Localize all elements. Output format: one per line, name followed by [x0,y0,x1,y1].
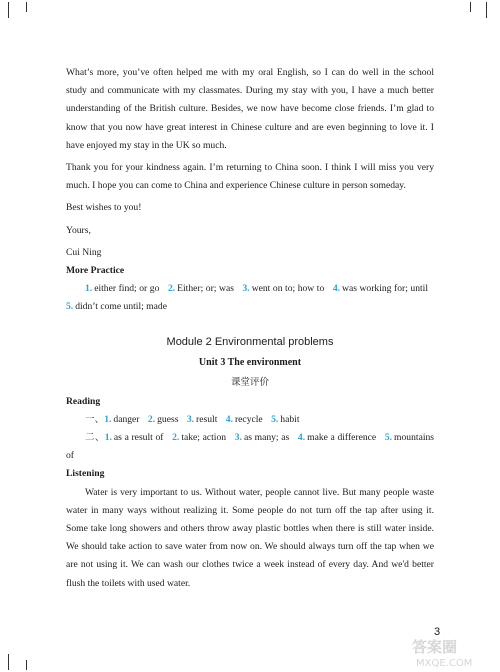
answer-number: 1. [85,283,93,295]
answer-number: 2. [147,413,156,425]
reading-part1 [66,411,434,429]
watermark-logo [408,634,498,670]
answer-text: make a difference [307,432,377,444]
part-label: 一、 [85,413,105,425]
page-number: 3 [434,626,441,638]
answer-number: 3. [242,283,250,295]
answer-text: was working for; until [342,283,428,295]
answer-text: as many; as [243,432,290,444]
answer-text: went on to; how to [251,283,325,295]
section-title: 课堂评价 [230,376,269,388]
answer-text: didn’t come until; made [75,301,167,313]
svg-text:答案圈: 答案圈 [412,638,458,656]
answer-number: 2. [172,432,180,444]
page-content [66,64,434,593]
answer-number: 5. [66,301,74,313]
letter-wishes: Best wishes to you! [66,202,142,214]
answer-number: 1. [104,413,112,425]
answer-text: habit [280,413,300,425]
crop-mark [8,654,9,670]
answer-number: 4. [332,283,341,295]
answer-text: recycle [234,413,263,425]
letter-paragraph: What’s more, you’ve often helped me with my oral English, so I can do well in the school study and communicate with my classmates. During my stay with you, I have a much better understanding of the British culture. Besides, we now have become close friends. I’m glad to know that you now have great interest in Chinese culture and are even beginning to love it. I have enjoyed my stay in the UK so much. [66,67,434,151]
answer-text: guess [157,413,179,425]
module-title: Module 2 Environmental problems [166,335,334,348]
part-label: 二、 [85,432,105,444]
answer-number: 4. [225,413,233,425]
answer-text: danger [113,413,140,425]
reading-part2 [66,429,434,465]
answer-number: 2. [167,283,176,295]
answer-number: 3. [186,413,195,425]
answer-number: 4. [297,432,306,444]
unit-title: Unit 3 The environment [198,356,302,368]
answer-text: Either; or; was [177,283,234,295]
crop-mark [470,2,471,12]
answer-number: 5. [271,413,279,425]
crop-mark [486,2,487,18]
answer-number: 3. [234,432,242,444]
listening-text: Water is very important to us. Without water, people cannot live. But many people waste water in many ways without realizing it. Some people do not turn off the tap after using it. Some take long showers and others throw away plastic bottles when there is still water inside. We should take action to save water from now on. We should always turn off the tap when we are not using it. We can wash our clothes twice a week instead of every day. And we'd better flush the toilets with used water. [66,486,434,589]
more-practice-heading: More Practice [66,265,125,277]
letter-paragraph: Thank you for your kindness again. I’m returning to China soon. I think I will miss you very much. I hope you can come to China and experience Chinese culture in person someday. [66,162,434,192]
answer-text: as a result of [113,432,164,444]
listening-heading: Listening [66,468,105,480]
svg-text:MXQE.COM: MXQE.COM [416,658,473,669]
reading-heading: Reading [66,395,101,407]
more-practice-answers [66,280,434,316]
answer-number: 5. [384,432,393,444]
crop-mark [26,660,27,670]
answer-text: take; action [181,432,227,444]
crop-mark [8,2,9,18]
answer-text: either find; or go [94,283,160,295]
answer-text: mountains of [66,432,435,462]
letter-signature: Cui Ning [66,246,102,258]
answer-number: 1. [104,432,112,444]
answer-text: result [196,413,218,425]
crop-mark [26,2,27,12]
letter-closing: Yours, [66,224,91,236]
